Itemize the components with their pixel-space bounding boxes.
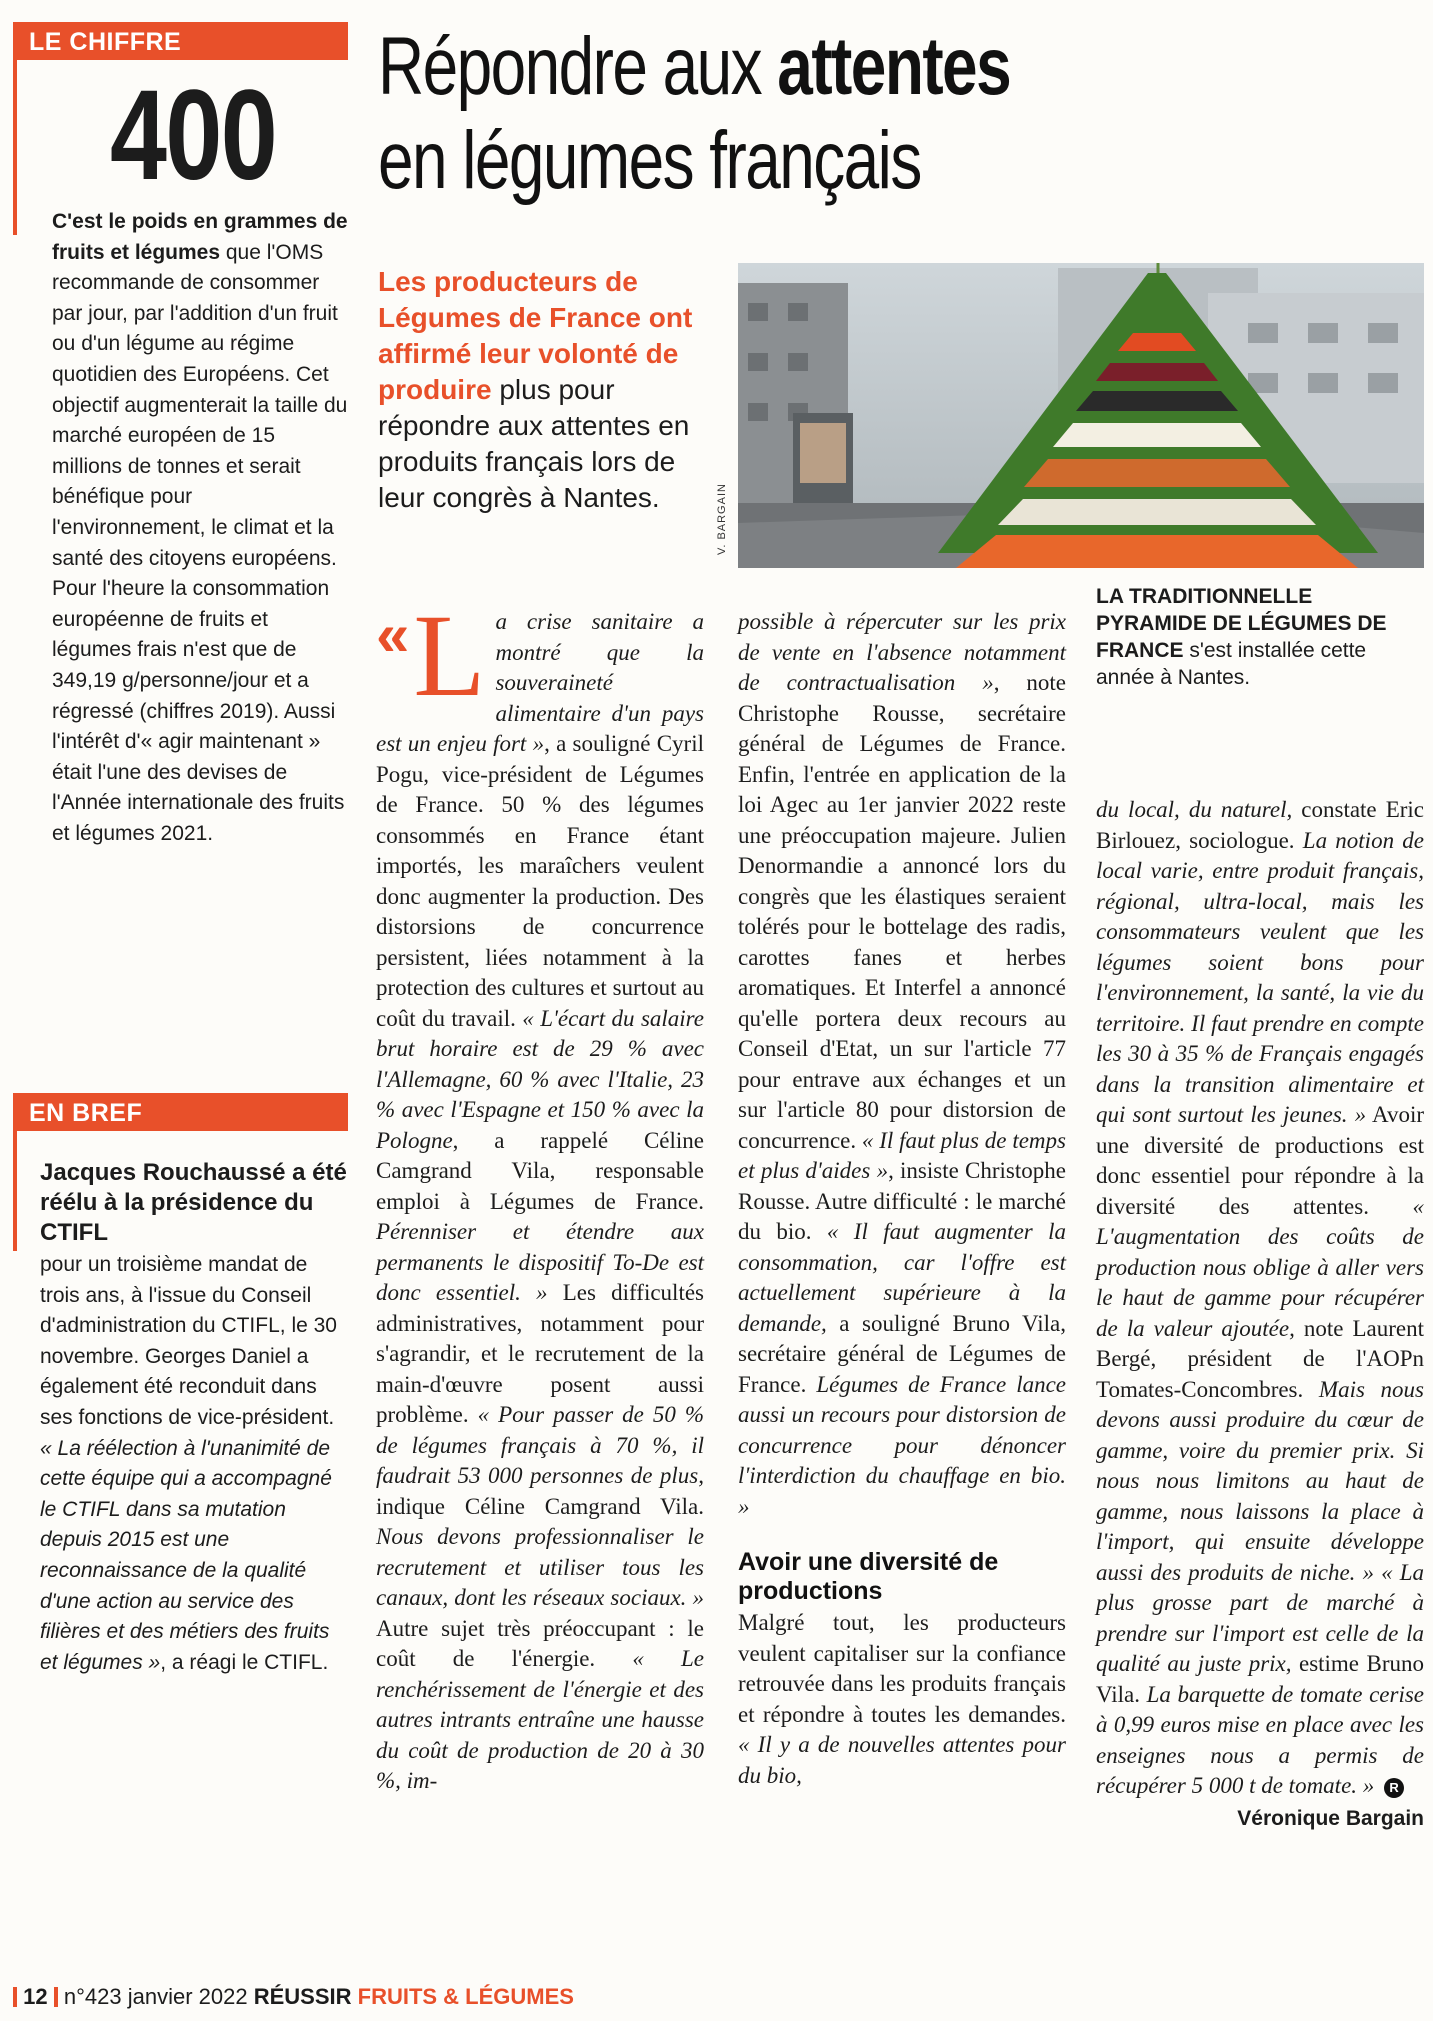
standfirst-accent: Les producteurs de Légumes de France ont affirmé leur volonté de produire — [378, 266, 693, 405]
brief-quote: « La réélection à l'unanimité de cette équipe qui a accompagné le CTIFL dans sa mutation depuis 2015 est une reconnaissance de la qualité d'une action au service des filières et des métiers des fruits et légumes » — [40, 1436, 332, 1674]
headline-line-1 — [378, 20, 1010, 114]
pyramid-illustration — [738, 263, 1424, 568]
standfirst-text: plus pour répondre aux attentes en produits français lors de leur congrès à Nantes. — [378, 374, 690, 513]
body-column-2 — [738, 607, 1066, 1791]
col1-text-3: Les difficultés administratives, notamment pour s'agrandir, et le recrutement de la main-d'œuvre posent aussi problème. — [376, 1280, 705, 1427]
col2-text-2: , insiste Christophe Rousse. Autre difficulté : le marché du bio. — [738, 1158, 1066, 1244]
col1-italic-2: « L'écart du salaire brut horaire est de 29 % avec l'Allemagne, 60 % avec l'Italie, 23 % avec l'Espagne et 150 % avec la Pologne — [376, 1005, 704, 1153]
col2-italic-2: « Il faut plus de temps et plus d'aides » — [738, 1127, 1066, 1183]
magazine-section: FRUITS & LÉGUMES — [357, 1984, 574, 2009]
col1-italic-6: « Le renchérissement de l'énergie et des autres intrants entraîne une hausse du coût de production de 20 à 30 %, im- — [376, 1646, 705, 1793]
col1-italic-4: « Pour passer de 50 % de légumes français à 70 %, il faudrait 53 000 personnes de plus, — [376, 1402, 704, 1488]
col2-italic-3: « Il faut augmenter la consommation, car l'offre est actuellement supérieure à la demande, — [738, 1219, 1067, 1336]
page-number: 12 — [23, 1984, 48, 2009]
magazine-name: RÉUSSIR — [253, 1984, 352, 2009]
issue-info: n°423 janvier 2022 — [63, 1984, 248, 2009]
pyramid-photo — [738, 263, 1424, 568]
key-figure-text — [52, 207, 348, 849]
col1-text-4: indique Céline Camgrand Vila. — [376, 1493, 704, 1519]
col3-italic-1: du local, du naturel, — [1096, 797, 1293, 822]
col2-text-5: Malgré tout, les producteurs veulent capitaliser sur la confiance retrouvée dans les produits français et répondre à toutes les demandes. — [738, 1610, 1066, 1727]
col2-italic-4: Légumes de France lance aussi un recours pour distorsion de concurrence pour dénoncer l'interdiction du chauffage en bio. » — [738, 1371, 1067, 1519]
col2-italic-5: « Il y a de nouvelles attentes pour du bio, — [738, 1732, 1066, 1788]
standfirst — [378, 264, 706, 516]
photo-caption-bold: LA TRADITIONNELLE PYRAMIDE DE LÉGUMES DE FRANCE — [1096, 585, 1387, 662]
col3-text-1: constate Eric Birlouez, sociologue. — [1096, 797, 1424, 853]
col3-italic-4: Mais nous devons aussi produire du cœur de gamme, voire du premier prix. Si nous nous limitons au haut de gamme, nous laissons la place à l'import, qui ensuite développe aussi des produits de niche. » « La plus grosse part de marché à prendre sur l'import est celle de la qualité au juste prix, — [1096, 1376, 1424, 1676]
col1-text-1: , a souligné Cyril Pogu, vice-président de Légumes de France. 50 % des légumes consommés en France étant importés, les maraîchers veulent donc augmenter la production. Des distorsions de concurrence persistent, liées notamment à la protection des cultures et surtout au coût du travail. — [376, 731, 704, 1031]
photo-credit: V. BARGAIN — [716, 483, 728, 555]
brief-body-2: , a réagi le CTIFL. — [160, 1650, 329, 1674]
col1-italic-3: Pérenniser et étendre aux permanents le dispositif To-De est donc essentiel. » — [376, 1219, 704, 1305]
drop-cap: L — [413, 590, 486, 721]
headline-line-1-regular: Répondre aux — [378, 21, 778, 112]
photo-caption — [1096, 583, 1426, 691]
key-figure-lead: C'est le poids en grammes de fruits et légumes — [52, 210, 348, 264]
brief-text — [40, 1250, 345, 1678]
col2-text-3: a souligné Bruno Vila, secrétaire général de Légumes de France. — [738, 1310, 1066, 1397]
key-figure-body: que l'OMS recommande de consommer par jour, par l'addition d'un fruit ou d'un légume au régime quotidien des Européens. Cet objectif augmenterait la taille du marché européen de 15 millions de tonnes et serait bénéfique pour l'environnement, le climat et la santé des citoyens européens. Pour l'heure la consommation européenne de fruits et légumes frais n'est que de 349,19 g/personne/jour et a régressé (chiffres 2019). Aussi l'intérêt d'« agir maintenant » était l'une des devises de l'Année internationale des fruits et légumes 2021. — [52, 240, 348, 845]
en-bref-tag: EN BREF — [13, 1093, 348, 1131]
col3-italic-2: La notion de local varie, entre produit français, régional, ultra-local, mais les consommateurs veulent que les légumes soient bons pour l'environnement, la santé, la vie du territoire. Il faut prendre en compte les 30 à 35 % de Français engagés dans la transition alimentaire et qui sont surtout les jeunes. » — [1096, 827, 1424, 1127]
col3-italic-5: La barquette de tomate cerise à 0,99 euros mise en place avec les enseignes nous a permis de récupérer 5 000 t de tomate. » — [1096, 1681, 1425, 1798]
photo-caption-text: s'est installée cette année à Nantes. — [1096, 639, 1367, 689]
brief-title: Jacques Rouchaussé a été réélu à la présidence du CTIFL — [40, 1159, 347, 1246]
col1-italic-5: Nous devons professionnaliser le recrutement et utiliser tous les canaux, dont les réseaux sociaux. » — [376, 1524, 704, 1610]
col3-text-4: estime Bruno Vila. — [1096, 1651, 1424, 1707]
headline-line-1-bold: attentes — [777, 21, 1011, 112]
col3-text-2: Avoir une diversité de productions est donc essentiel pour répondre à la diversité des attentes. — [1096, 1102, 1424, 1219]
section-subhead: Avoir une diversité de productions — [738, 1548, 999, 1605]
col1-italic-1: a crise sanitaire a montré que la souveraineté alimentaire d'un pays est un enjeu fort » — [376, 609, 704, 756]
body-column-3 — [1096, 795, 1424, 1834]
col1-text-5: Autre sujet très préoccupant : le coût de l'énergie. — [376, 1615, 704, 1671]
col3-text-3: note Laurent Bergé, président de l'AOPn Tomates-Concombres. — [1096, 1315, 1424, 1402]
brief-body-1: pour un troisième mandat de trois ans, à l'issue du Conseil d'administration du CTIFL, le 30 novembre. Georges Daniel a également été reconduit dans ses fonctions de vice-président. — [40, 1253, 337, 1429]
end-of-article-icon: R — [1384, 1778, 1404, 1798]
footer-bar-left — [13, 1987, 17, 2007]
col3-italic-3: « L'augmentation des coûts de production nous oblige à aller vers le haut de gamme pour récupérer de la valeur ajoutée, — [1096, 1193, 1424, 1341]
body-column-1 — [376, 590, 705, 1797]
headline-line-2: en légumes français — [378, 115, 921, 206]
page-footer — [13, 1984, 574, 2010]
brief-accent-bar — [13, 1131, 17, 1251]
key-figure-number: 400 — [110, 64, 277, 207]
sidebar-accent-bar — [13, 60, 17, 235]
col2-text-1: , note Christophe Rousse, secrétaire général de Légumes de France. Enfin, l'entrée en application de la loi Agec au 1er janvier 2022 reste une préoccupation majeure. Julien Denormandie a annoncé lors du congrès que les élastiques seraient tolérés pour le bottelage des radis, carottes fanes et herbes aromatiques. Et Interfel a annoncé qu'elle portera deux recours au Conseil d'Etat, un sur l'article 77 pour entrave aux échanges et un sur l'article 80 pour distorsion de concurrence. — [738, 670, 1066, 1153]
col2-italic-1: possible à répercuter sur les prix de vente en l'absence notamment de contractualisation » — [738, 609, 1066, 695]
author-signature: Véronique Bargain — [1237, 1806, 1424, 1830]
col1-text-2: , a rappelé Céline Camgrand Vila, responsable emploi à Légumes de France. — [376, 1127, 704, 1214]
le-chiffre-tag: LE CHIFFRE — [13, 22, 348, 60]
headline — [378, 20, 1010, 208]
drop-quote-mark: « — [376, 601, 410, 668]
footer-bar-right — [54, 1987, 58, 2007]
